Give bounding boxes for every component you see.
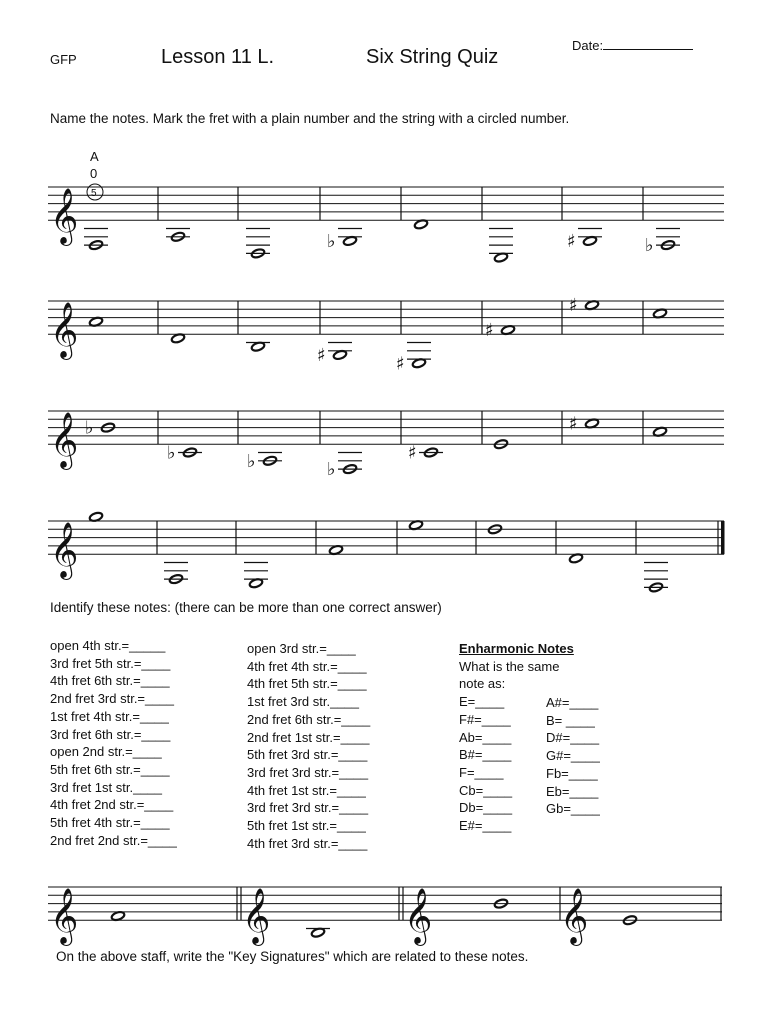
enharmonic-item[interactable]: Cb=____: [459, 782, 513, 798]
sharp-icon: ♯: [569, 295, 578, 317]
flat-icon: ♭: [327, 230, 336, 252]
identify-item[interactable]: open 3rd str.=____: [247, 641, 356, 656]
example-fret-number: 0: [90, 166, 98, 181]
identify-item[interactable]: 2nd fret 1st str.=____: [247, 729, 370, 745]
quiz-title: Six String Quiz: [366, 46, 499, 68]
identify-item[interactable]: 2nd fret 2nd str.=____: [50, 832, 177, 848]
flat-icon: ♭: [247, 450, 256, 472]
enharmonic-item[interactable]: B#=____: [459, 747, 512, 763]
identify-item[interactable]: 4th fret 5th str.=____: [247, 676, 367, 692]
header-gfp: GFP: [50, 52, 77, 67]
identify-item[interactable]: open 4th str.=_____: [50, 638, 166, 653]
identify-item[interactable]: 4th fret 6th str.=____: [50, 673, 170, 689]
flat-icon: ♭: [167, 442, 176, 464]
sharp-icon: ♯: [396, 353, 405, 375]
identify-item[interactable]: 3rd fret 1st str.____: [50, 779, 163, 795]
enharmonic-heading: Enharmonic Notes: [459, 641, 574, 656]
enharmonic-item[interactable]: G#=____: [546, 748, 600, 764]
enharmonic-item[interactable]: Db=____: [459, 800, 513, 816]
treble-clef-icon: 𝄞: [404, 888, 433, 945]
treble-clef-icon: 𝄞: [50, 888, 79, 945]
identify-item[interactable]: 1st fret 3rd str.____: [247, 694, 360, 710]
identify-item[interactable]: 2nd fret 3rd str.=____: [50, 691, 174, 707]
instruction-identify: Identify these notes: (there can be more than one correct answer): [50, 600, 442, 615]
sharp-icon: ♯: [485, 320, 494, 342]
example-string-number: 5: [91, 188, 97, 199]
sharp-icon: ♯: [567, 230, 576, 252]
identify-item[interactable]: 5th fret 1st str.=____: [247, 818, 366, 834]
identify-item[interactable]: 5th fret 3rd str.=____: [247, 747, 368, 763]
identify-column-2: [247, 640, 370, 852]
date-field: [572, 38, 693, 53]
enharmonic-item[interactable]: B= ____: [546, 712, 595, 728]
identify-item[interactable]: 3rd fret 6th str.=____: [50, 726, 171, 742]
enharmonic-item[interactable]: D#=____: [546, 730, 600, 746]
enharmonic-column-2: [546, 694, 600, 818]
treble-clef-icon: 𝄞: [560, 888, 589, 945]
enharmonic-item[interactable]: A#=____: [546, 695, 599, 710]
treble-clef-icon: 𝄞: [242, 888, 271, 945]
final-barline: [721, 521, 725, 554]
flat-icon: ♭: [327, 459, 336, 481]
identify-item[interactable]: 3rd fret 3rd str.=____: [247, 800, 369, 816]
enharmonic-item[interactable]: Gb=____: [546, 801, 600, 817]
identify-item[interactable]: 5th fret 6th str.=____: [50, 761, 170, 777]
enharmonic-item[interactable]: Ab=____: [459, 729, 512, 745]
enharmonic-item[interactable]: Eb=____: [546, 783, 599, 799]
enharmonic-item[interactable]: F#=____: [459, 711, 511, 727]
treble-clef-icon: 𝄞: [50, 412, 79, 469]
sharp-icon: ♯: [317, 344, 326, 366]
enharmonic-item[interactable]: E#=____: [459, 818, 512, 834]
treble-clef-icon: 𝄞: [50, 522, 79, 579]
date-label: Date:: [572, 38, 604, 53]
identify-item[interactable]: 4th fret 1st str.=____: [247, 782, 366, 798]
enharmonic-item[interactable]: Fb=____: [546, 765, 598, 781]
enharmonic-prompt-1: What is the same: [459, 658, 560, 674]
enharmonic-item[interactable]: E=____: [459, 694, 505, 710]
lesson-title: Lesson 11 L.: [161, 46, 275, 68]
identify-item[interactable]: open 2nd str.=____: [50, 744, 162, 760]
sharp-icon: ♯: [408, 442, 417, 464]
enharmonic-item[interactable]: F=____: [459, 764, 504, 780]
instruction-name-notes: Name the notes. Mark the fret with a plain number and the string with a circled number.: [50, 111, 570, 126]
flat-icon: ♭: [85, 417, 94, 439]
identify-item[interactable]: 2nd fret 6th str.=____: [247, 711, 371, 727]
instruction-key-signatures: On the above staff, write the "Key Signatures" which are related to these notes.: [56, 949, 529, 964]
identify-item[interactable]: 3rd fret 3rd str.=____: [247, 764, 369, 780]
example-note-name: A: [90, 149, 99, 164]
identify-column-1: [50, 637, 177, 849]
treble-clef-icon: 𝄞: [50, 188, 79, 245]
enharmonic-prompt-2: note as:: [459, 676, 506, 692]
identify-item[interactable]: 4th fret 2nd str.=____: [50, 797, 174, 813]
identify-item[interactable]: 1st fret 4th str.=____: [50, 708, 169, 724]
identify-item[interactable]: 4th fret 4th str.=____: [247, 658, 367, 674]
treble-clef-icon: 𝄞: [50, 302, 79, 359]
identify-item[interactable]: 5th fret 4th str.=____: [50, 815, 170, 831]
flat-icon: ♭: [645, 235, 654, 257]
sharp-icon: ♯: [569, 413, 578, 435]
identify-item[interactable]: 3rd fret 5th str.=____: [50, 655, 171, 671]
identify-item[interactable]: 4th fret 3rd str.=____: [247, 835, 368, 851]
date-blank[interactable]: [603, 39, 693, 50]
